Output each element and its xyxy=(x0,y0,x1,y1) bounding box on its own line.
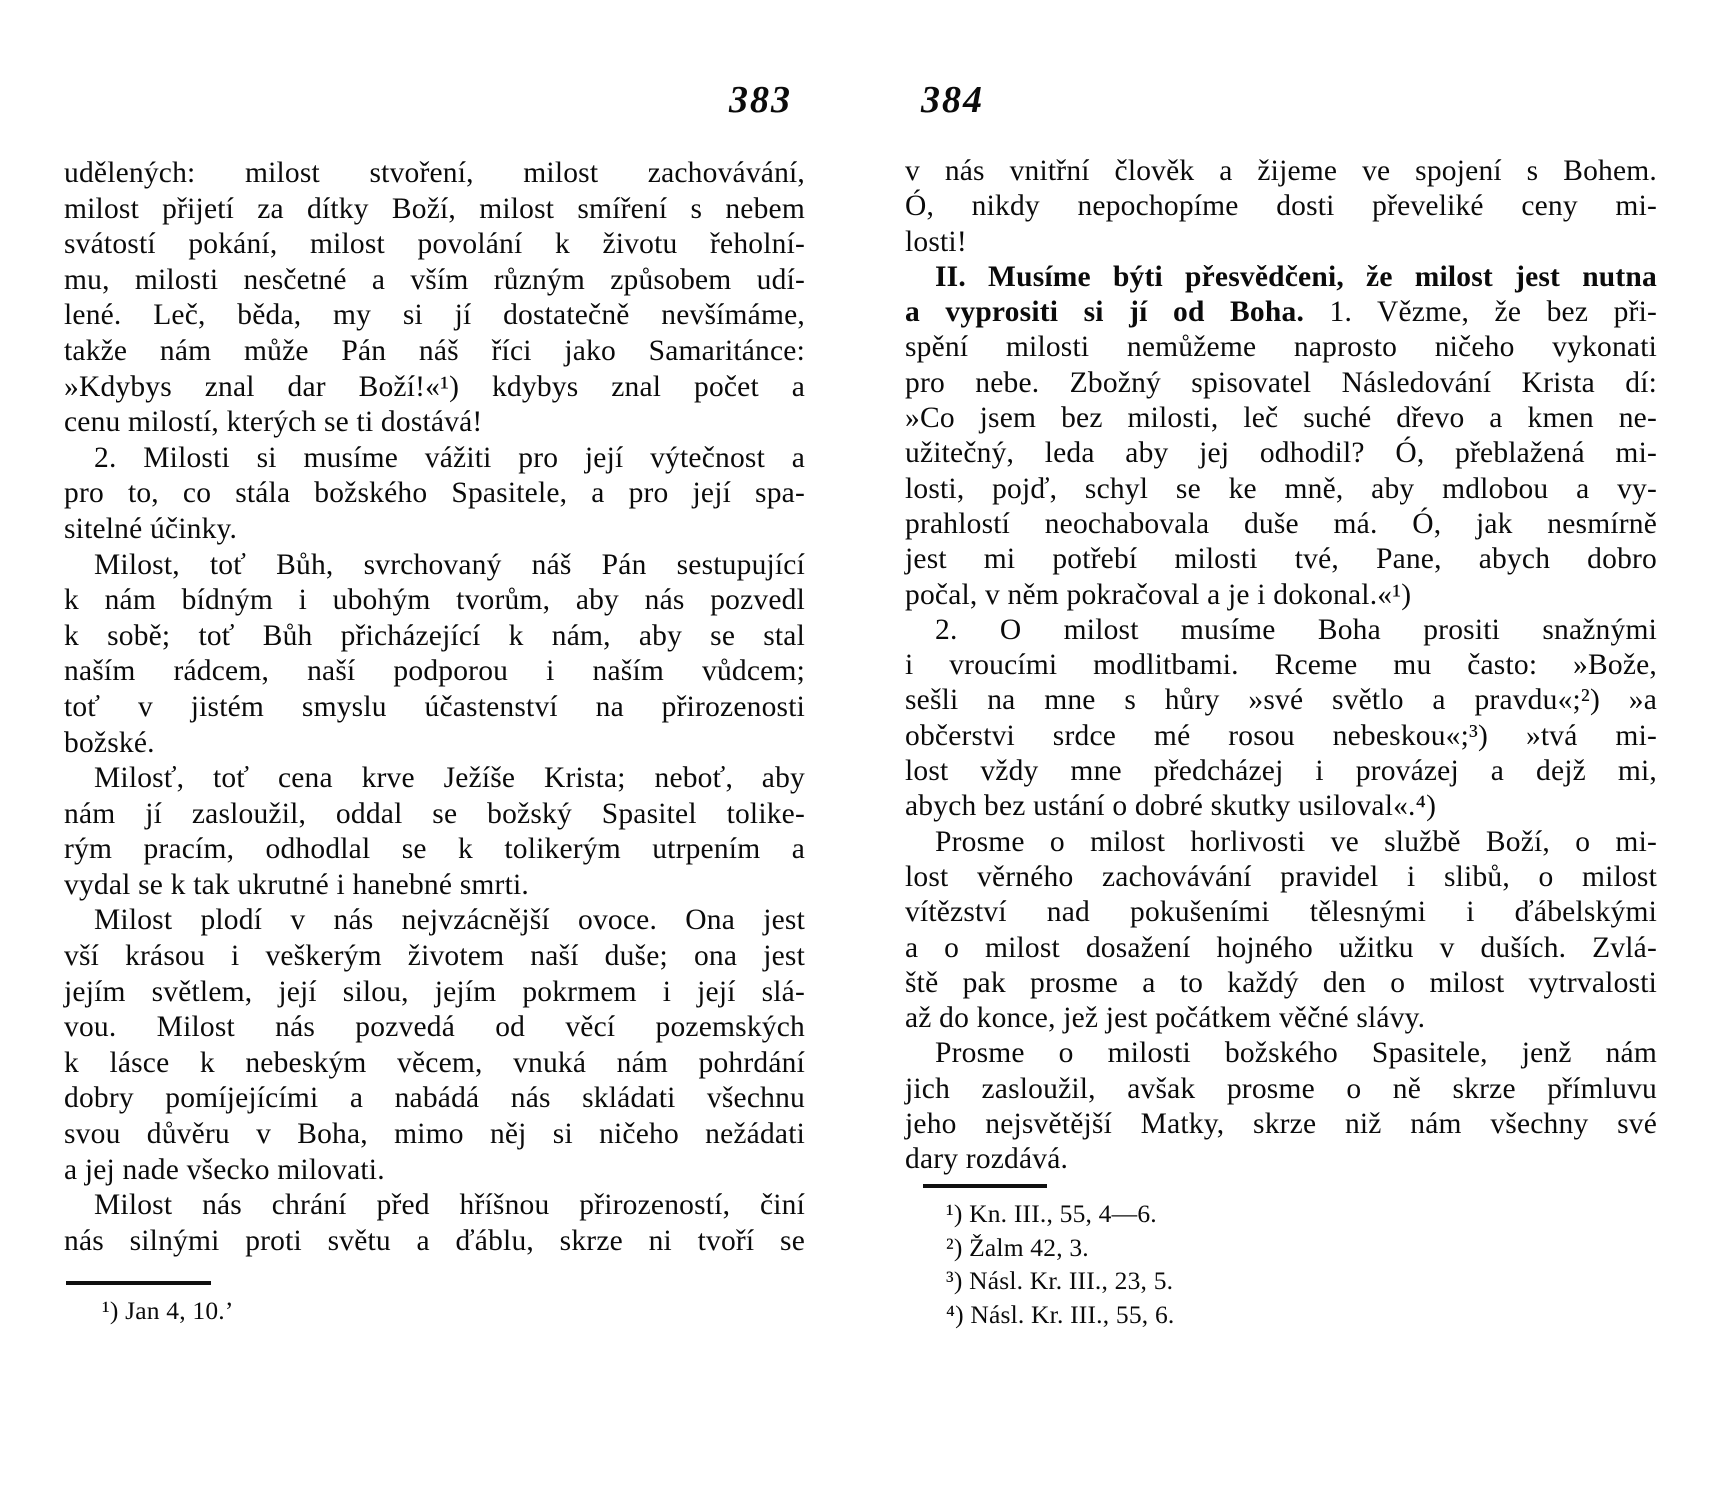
text-line xyxy=(64,1046,805,1082)
text-segment: k sobě; toť Bůh přicházející k nám, aby se stal xyxy=(64,619,805,652)
text-segment: až do konce, jež jest počátkem věčné slávy. xyxy=(905,1002,1426,1035)
text-line xyxy=(64,263,805,299)
text-segment: svátostí pokání, milost povolání k životu řeholní- xyxy=(64,228,805,261)
text-line xyxy=(905,401,1657,436)
text-line xyxy=(905,613,1657,648)
text-line xyxy=(905,295,1657,330)
text-segment: a jej nade všecko milovati. xyxy=(64,1153,385,1186)
text-line xyxy=(64,1081,805,1117)
text-line xyxy=(64,227,805,263)
bold-text-segment: II. Musíme býti přesvědčeni, že milost jest nutna xyxy=(935,260,1657,293)
text-segment: losti, pojď, schyl se ke mně, aby mdlobou a vy- xyxy=(905,472,1657,505)
text-segment: Ó, nikdy nepochopíme dosti převeliké ceny mi- xyxy=(905,190,1657,223)
text-line xyxy=(64,690,805,726)
text-line xyxy=(905,1072,1657,1107)
text-segment: a o milost dosažení hojného užitku v duších. Zvlá- xyxy=(905,931,1657,964)
text-line xyxy=(64,583,805,619)
text-segment: ště pak prosme a to každý den o milost vytrvalosti xyxy=(905,966,1657,999)
text-line xyxy=(905,966,1657,1001)
text-line xyxy=(64,832,805,868)
text-segment: sešli na mne s hůry »své světlo a pravdu«;²) »a xyxy=(905,684,1657,717)
text-line xyxy=(905,330,1657,365)
footnote-rule-right xyxy=(923,1184,1047,1188)
text-line xyxy=(64,654,805,690)
text-line xyxy=(905,366,1657,401)
text-line xyxy=(905,789,1657,824)
text-line xyxy=(64,761,805,797)
text-segment: »Co jsem bez milosti, leč suché dřevo a kmen ne- xyxy=(905,402,1657,435)
text-line xyxy=(905,260,1657,295)
text-segment: sitelné účinky. xyxy=(64,512,238,545)
text-line xyxy=(64,298,805,334)
text-segment: Milost nás chrání před hříšnou přirozeností, činí xyxy=(94,1189,805,1222)
text-line xyxy=(64,726,805,762)
text-segment: vydal se k tak ukrutné i hanebné smrti. xyxy=(64,868,529,901)
text-segment: k lásce k nebeským věcem, vnuká nám pohrdání xyxy=(64,1046,805,1079)
text-segment: 1. Vězme, že bez při- xyxy=(1304,296,1657,329)
text-segment: k nám bídným i ubohým tvorům, aby nás pozvedl xyxy=(64,584,805,617)
text-segment: pro to, co stála božského Spasitele, a pro její spa- xyxy=(64,477,805,510)
right-page-text-column xyxy=(905,154,1657,1178)
text-segment: počal, v něm pokračoval a je i dokonal.«¹) xyxy=(905,578,1412,611)
text-segment: mu, milosti nesčetné a vším různým způsobem udí- xyxy=(64,263,805,296)
text-line xyxy=(905,578,1657,613)
text-segment: dobry pomíjejícími a nabádá nás skládati všechnu xyxy=(64,1082,805,1115)
right-page-footnotes xyxy=(946,1197,1174,1331)
text-segment: »Kdybys znal dar Boží!«¹) kdybys znal počet a xyxy=(64,370,805,403)
text-line xyxy=(64,868,805,904)
text-line xyxy=(905,825,1657,860)
footnote: ¹) Jan 4, 10.’ xyxy=(102,1296,234,1325)
text-segment: toť v jistém smyslu účastenství na přirozenosti xyxy=(64,690,805,723)
page-number-right: 384 xyxy=(921,79,984,121)
left-page-footnotes xyxy=(102,1294,234,1328)
text-segment: Prosme o milosti božského Spasitele, jenž nám xyxy=(935,1037,1657,1070)
text-line xyxy=(905,542,1657,577)
text-segment: božské. xyxy=(64,726,155,759)
text-line xyxy=(64,548,805,584)
text-line xyxy=(905,719,1657,754)
text-segment: Milost, toť Bůh, svrchovaný náš Pán sestupující xyxy=(94,548,805,581)
text-line xyxy=(905,1142,1657,1177)
text-segment: Milost plodí v nás nejvzácnější ovoce. Ona jest xyxy=(94,904,805,937)
text-line xyxy=(905,1036,1657,1071)
text-segment: Prosme o milost horlivosti ve službě Boží, o mi- xyxy=(935,825,1657,858)
text-line xyxy=(905,225,1657,260)
text-segment: naším rádcem, naší podporou i naším vůdcem; xyxy=(64,655,805,688)
footnote: ¹) Kn. III., 55, 4—6. xyxy=(946,1199,1157,1228)
footnote: ⁴) Násl. Kr. III., 55, 6. xyxy=(946,1299,1175,1329)
text-line xyxy=(64,370,805,406)
text-segment: jeho nejsvětější Matky, skrze niž nám všechny své xyxy=(905,1108,1657,1141)
text-segment: abych bez ustání o dobré skutky usiloval«.⁴) xyxy=(905,790,1437,823)
text-line xyxy=(64,1010,805,1046)
text-line xyxy=(905,154,1657,189)
text-segment: udělených: milost stvoření, milost zachovávání, xyxy=(64,157,805,189)
text-segment: užitečný, leda aby jej odhodil? Ó, přeblažená mi- xyxy=(905,437,1657,470)
text-line xyxy=(905,189,1657,224)
text-line xyxy=(905,648,1657,683)
text-segment: jejím světlem, její silou, jejím pokrmem i její slá- xyxy=(64,975,805,1008)
footnote: ³) Násl. Kr. III., 23, 5. xyxy=(946,1266,1174,1296)
text-segment: lost vždy mne předcházej i provázej a dejž mi, xyxy=(905,755,1657,788)
text-segment: dary rozdává. xyxy=(905,1143,1069,1176)
page-number-left: 383 xyxy=(729,79,792,121)
text-segment: losti! xyxy=(905,225,967,258)
text-segment: vítězství nad pokušeními tělesnými i ďábelskými xyxy=(905,896,1657,929)
text-segment: lené. Leč, běda, my si jí dostatečně nevšímáme, xyxy=(64,299,805,332)
text-segment: cenu milostí, kterých se ti dostává! xyxy=(64,406,483,439)
text-segment: lost věrného zachovávání pravidel i slibů, o milost xyxy=(905,860,1657,893)
text-line xyxy=(64,441,805,477)
text-segment: nás silnými proti světu a ďáblu, skrze ni tvoří se xyxy=(64,1224,805,1257)
text-segment: milost přijetí za dítky Boží, milost smíření s nebem xyxy=(64,192,805,225)
text-line xyxy=(905,472,1657,507)
text-line xyxy=(905,683,1657,718)
text-segment: jich zasloužil, avšak prosme o ně skrze přímluvu xyxy=(905,1072,1657,1105)
text-line xyxy=(64,156,805,192)
text-line xyxy=(64,1224,805,1260)
text-line xyxy=(64,334,805,370)
footnote: ²) Žalm 42, 3. xyxy=(946,1232,1089,1262)
text-segment: vou. Milost nás pozvedá od věcí pozemských xyxy=(64,1011,805,1044)
text-line xyxy=(64,1117,805,1153)
text-line xyxy=(64,797,805,833)
text-line xyxy=(905,436,1657,471)
text-line xyxy=(64,975,805,1011)
text-line xyxy=(905,754,1657,789)
text-segment: 2. Milosti si musíme vážiti pro její výtečnost a xyxy=(94,441,805,474)
text-segment: svou důvěru v Boha, mimo něj si ničeho nežádati xyxy=(64,1118,805,1151)
text-segment: vší krásou i veškerým životem naší duše; ona jest xyxy=(64,940,805,973)
text-line xyxy=(905,860,1657,895)
left-page-text-column xyxy=(64,156,805,1259)
text-segment: i vroucími modlitbami. Rceme mu často: »Bože, xyxy=(905,649,1657,682)
text-line xyxy=(64,903,805,939)
text-line xyxy=(64,939,805,975)
footnote-rule-left xyxy=(66,1281,211,1285)
text-line xyxy=(64,1188,805,1224)
bold-text-segment: a vyprositi si jí od Boha. xyxy=(905,296,1305,329)
text-segment: 2. O milost musíme Boha prositi snažnými xyxy=(935,613,1657,646)
text-line xyxy=(64,476,805,512)
text-line xyxy=(905,895,1657,930)
text-segment: nám jí zasloužil, oddal se božský Spasitel tolike- xyxy=(64,797,805,830)
text-segment: občerstvi srdce mé rosou nebeskou«;³) »tvá mi- xyxy=(905,719,1657,752)
text-segment: Milosť, toť cena krve Ježíše Krista; neboť, aby xyxy=(94,762,805,795)
text-line xyxy=(905,931,1657,966)
text-line xyxy=(64,512,805,548)
text-segment: jest mi potřebí milosti tvé, Pane, abych dobro xyxy=(905,543,1657,576)
text-line xyxy=(64,619,805,655)
text-segment: spění milosti nemůžeme naprosto ničeho vykonati xyxy=(905,331,1657,364)
text-segment: v nás vnitřní člověk a žijeme ve spojení s Bohem. xyxy=(905,155,1657,187)
text-line xyxy=(64,1153,805,1189)
text-line xyxy=(905,1001,1657,1036)
text-segment: takže nám může Pán náš říci jako Samaritánce: xyxy=(64,334,805,367)
text-segment: rým pracím, odhodlal se k tolikerým utrpením a xyxy=(64,833,805,866)
text-line xyxy=(905,1107,1657,1142)
text-line xyxy=(64,192,805,228)
text-line xyxy=(64,405,805,441)
text-segment: pro nebe. Zbožný spisovatel Následování Krista dí: xyxy=(905,366,1657,399)
text-line xyxy=(905,507,1657,542)
text-segment: prahlostí neochabovala duše má. Ó, jak nesmírně xyxy=(905,507,1657,540)
